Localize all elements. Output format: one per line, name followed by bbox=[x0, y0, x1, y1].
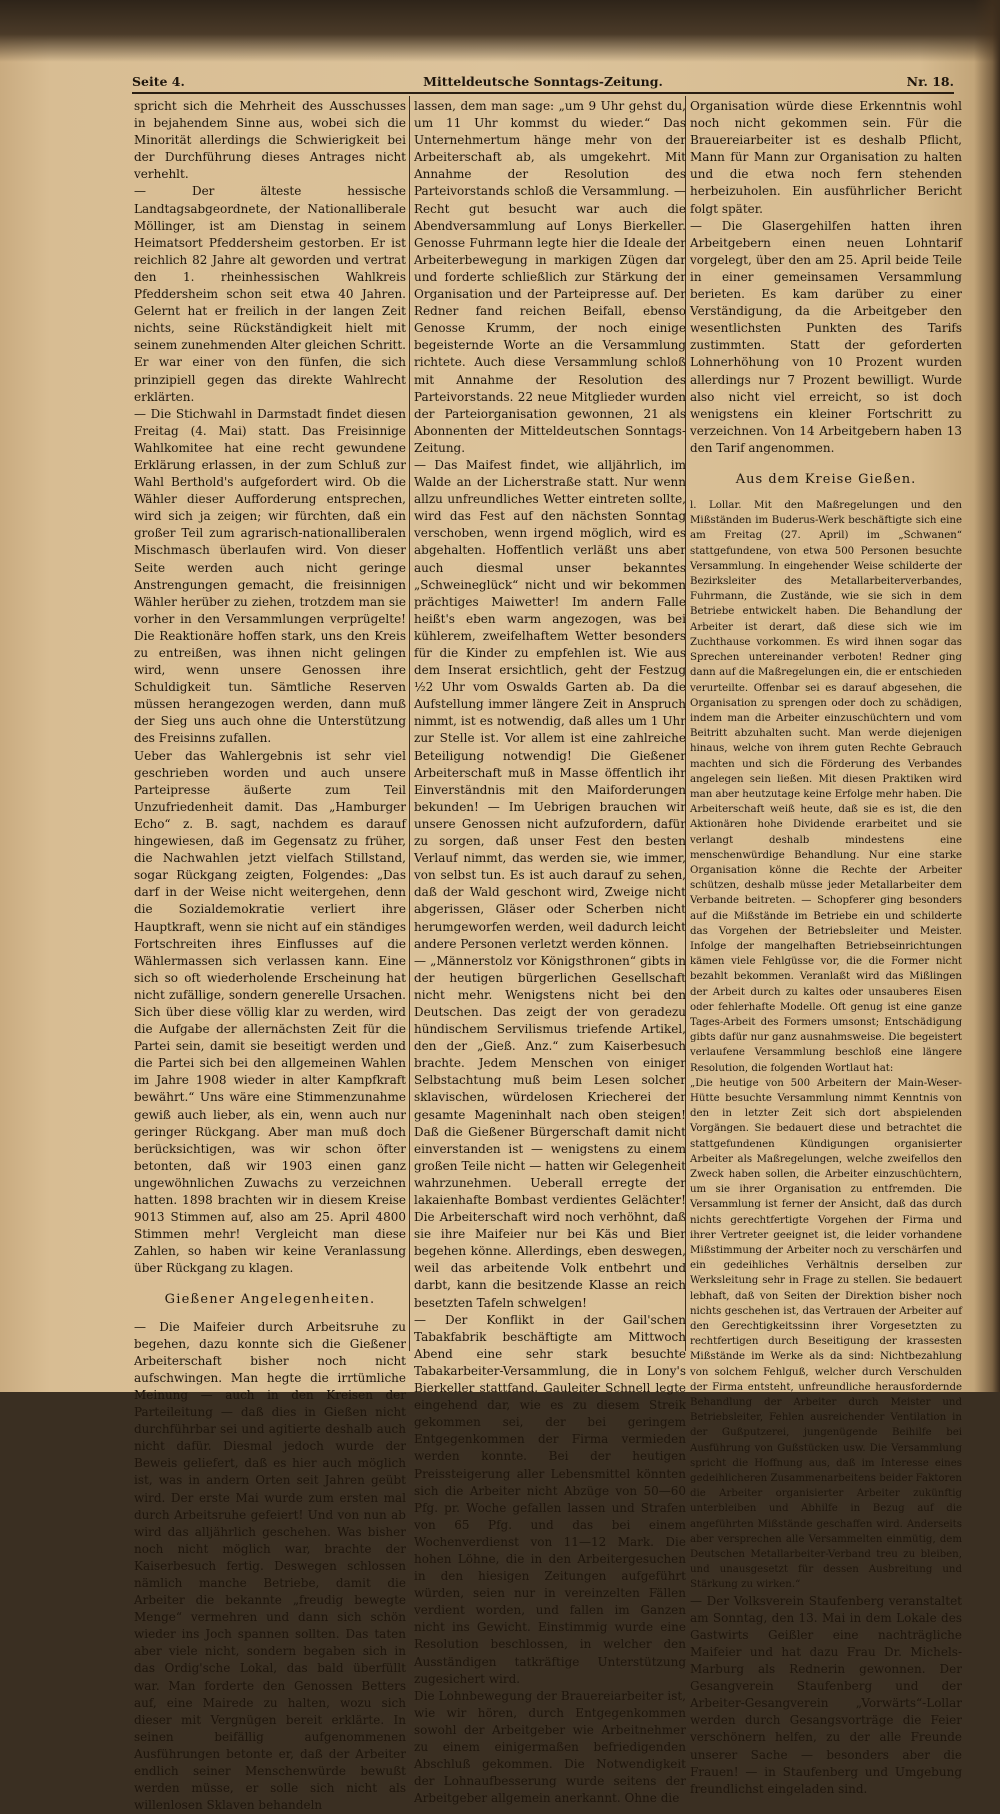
newspaper-name: Mitteldeutsche Sonntags-Zeitung. bbox=[423, 74, 663, 89]
article-text: Die Lohnbewegung der Brauereiarbeiter ist, wie wir hören, durch Entgegenkommen sowohl der Arbeitgeber wie Arbeitnehmer zu einem einigermaßen befriedigenden Abschluß gekommen. Die Notwendigkeit der Lohnaufbesserung wurde seitens der Arbeitgeber allgemein anerkannt. Ohne die bbox=[414, 1688, 686, 1806]
article-text: — Der älteste hessische Landtagsabgeordnete, der Nationalliberale Möllinger, ist am Dienstag in seinem Heimatsort Pfeddersheim gestorben. Er ist reichlich 82 Jahre alt geworden und vertrat den 1. rheinhessischen Wahlkreis Pfeddersheim schon seit etwa 40 Jahren. Gelernt hat er freilich in der langen Zeit nichts, seine Rückständigkeit hielt mit seinem zunehmenden Alter gleichen Schritt. Er war einer von den fünfen, die sich prinzipiell gegen das direkte Wahlrecht erklärten. bbox=[134, 184, 406, 404]
resolution-text: „Die heutige von 500 Arbeitern der Main-Weser-Hütte besuchte Versammlung nimmt Kenntnis von den in letzter Zeit sich dort abspielenden Vorgängen. Sie bedauert diese und betrachtet die stattgefundenen Kündigungen organisierter Arbeiter als Maßregelungen, welche zweifellos den Zweck haben sollen, die Arbeiter einzuschüchtern, um sie ihrer Organisation zu entfremden. Die Versammlung ist ferner der Ansicht, daß das durch nichts gerechtfertigte Vorgehen der Firma und ihrer Vertreter geeignet ist, die leider vorhandene Mißstimmung der Arbeiter noch zu verschärfen und ein gedeihliches Verhältnis derselben zur Werksleitung sehr in Frage zu stellen. Sie bedauert lebhaft, daß von Seiten der Direktion bisher noch nichts geschehen ist, das Vertrauen der Arbeiter auf den Gerechtigkeitssinn ihrer Vorgesetzten zu rechtfertigen durch Beseitigung der krassesten Mißstände im Werke als da sind: Nichtbezahlung von solchem Fehlguß, welcher durch Verschulden der Firma entsteht, unfreundliche herausfordernde Behandlung der Arbeiter durch Meister und Betriebsleiter, Fehlen ausreichender Ventilation in der Gußputzerei, jungenügende Beihilfe bei Ausführung von Gußstücken usw. Die Versammlung spricht die Hoffnung aus, daß im Interesse eines gedeihlicheren Zusammenarbeitens beider Faktoren die Arbeiter organisierter Arbeiter zukünftig unterbleiben und Abhilfe in Bezug auf die angeführten Mißstände geschaffen wird. Anderseits aber versprechen alle Versammelten einmütig, dem Deutschen Metallarbeiter-Verband treu zu bleiben, und unausgesetzt für dessen Ausbreitung und Stärkung zu wirken.“ bbox=[690, 1077, 962, 1591]
column-3 bbox=[690, 98, 962, 1796]
column-divider bbox=[409, 96, 410, 1351]
article-text: — Die Stichwahl in Darmstadt findet diesen Freitag (4. Mai) statt. Das Freisinnige Wahlkomitee hat eine recht gewundene Erklärung erlassen, in der zum Schluß zur Wahl Berthold's aufgefordert wird. Ob die Wähler dieser Aufforderung entsprechen, wird sich ja zeigen; wir fürchten, daß ein großer Teil zum agrarisch-nationalliberalen Mischmasch überlaufen wird. Von dieser Seite werden auch nicht geringe Anstrengungen gemacht, die freisinnigen Wähler herüber zu ziehen, trotzdem man sie vorher in den Versammlungen verprügelte! Die Reaktionäre hoffen stark, uns den Kreis zu entreißen, was ihnen nicht gelingen wird, wenn unsere Genossen ihre Schuldigkeit tun. Sämtliche Reserven müssen herangezogen werden, dann muß der Sieg uns auch ohne die Unterstützung des Freisinns zufallen. bbox=[134, 406, 406, 746]
article-text: spricht sich die Mehrheit des Ausschusses in bejahendem Sinne aus, wobei sich die Minorität allerdings die Schwierigkeit bei der Durchführung dieses Antrages nicht verhehlt. bbox=[134, 99, 406, 182]
article-text: lassen, dem man sage: „um 9 Uhr gehst du, um 11 Uhr kommst du wieder.“ Das Unternehmertum hänge mehr von der Arbeiterschaft ab, als umgekehrt. Mit Annahme der Resolution des Parteivorstands schloß die Versammlung. — Recht gut besucht war auch die Abendversammlung auf Lonys Bierkeller. Genosse Fuhrmann legte hier die Ideale der Arbeiterbewegung in markigen Zügen dar und forderte schließlich zur Stärkung der Organisation und der Parteipresse auf. Der Redner fand reichen Beifall, ebenso Genosse Krumm, der noch einige begeisternde Worte an die Versammlung richtete. Auch diese Versammlung schloß mit Annahme der Resolution des Parteivorstands. 22 neue Mitglieder wurden der Parteiorganisation gewonnen, 21 als Abonnenten der Mitteldeutschen Sonntags-Zeitung. bbox=[414, 99, 686, 455]
column-1 bbox=[134, 98, 406, 1813]
page-header bbox=[132, 74, 954, 92]
page-binding-edge bbox=[974, 0, 1000, 1392]
article-text: — Der Konflikt in der Gail'schen Tabakfabrik beschäftigte am Mittwoch Abend eine sehr stark besuchte Tabakarbeiter-Versammlung, die in Lony's Bierkeller stattfand. Gauleiter Schnell legte eingehend dar, wie es zu diesem Streik gekommen sei, der bei geringem Entgegenkommen der Firma vermieden werden konnte. Bei der heutigen Preissteigerung aller Lebensmittel könnten sich die Arbeiter nicht Abzüge von 50—60 Pfg. pr. Woche gefallen lassen und Strafen von 65 Pfg. und das bei einem Wochenverdienst von 11—12 Mark. Die hohen Löhne, die in den Arbeitergesuchen in den hiesigen Zeitungen aufgeführt würden, seien nur in vereinzelten Fällen verdient worden, und fallen im Ganzen nicht ins Gewicht. Einstimmig wurde eine Resolution beschlossen, in welcher den Ausständigen tatkräftige Unterstützung zugesichert wird. bbox=[414, 1312, 686, 1686]
article-text: — Die Glasergehilfen hatten ihren Arbeitgebern einen neuen Lohntarif vorgelegt, über den am 25. April beide Teile in einer gemeinsamen Versammlung berieten. Es kam darüber zu einer Verständigung, da die Arbeitgeber den wesentlichsten Punkten des Tarifs zustimmten. Statt der geforderten Lohnerhöhung von 10 Prozent wurden allerdings nur 7 Prozent bewilligt. Wurde also nicht viel erreicht, so ist doch wenigstens ein kleiner Fortschritt zu verzeichnen. Von 14 Arbeitgebern haben 13 den Tarif angenommen. bbox=[690, 218, 962, 455]
article-text: l. Lollar. Mit den Maßregelungen und den Mißständen im Buderus-Werk beschäftigte sich eine am Freitag (27. April) im „Schwanen“ stattgefundene, von etwa 500 Personen besuchte Versammlung. In eingehender Weise schilderte der Bezirksleiter des Metallarbeiterverbandes, Fuhrmann, die Zustände, wie sie sich in dem Betriebe entwickelt haben. Die Behandlung der Arbeiter ist derart, daß diese sich wie im Zuchthause vorkommen. Es wird ihnen sogar das Sprechen untereinander verboten! Redner ging dann auf die Maßregelungen ein, die er entschieden verurteilte. Offenbar sei es darauf abgesehen, die Organisation zu sprengen oder doch zu schädigen, indem man die Arbeiter einzuschüchtern und vom Beitritt abzuhalten sucht. Man werde diejenigen hinaus, welche von ihrem guten Rechte Gebrauch machten und sich die Förderung des Verbandes angelegen sein ließen. Mit diesen Praktiken wird man aber heutzutage keine Erfolge mehr haben. Die Arbeiterschaft weiß heute, daß sie es ist, die den Aktionären hohe Dividende erarbeitet und sie verlangt deshalb mindestens eine menschenwürdige Behandlung. Nur eine starke Organisation könne die Rechte der Arbeiter schützen, deshalb müsse jeder Metallarbeiter dem Verbande beitreten. — Schopferer ging besonders auf die Mißstände im Betriebe ein und schilderte das Vorgehen der Betriebsleiter und Meister. Infolge der mangelhaften Betriebseinrichtungen kämen viele Fehlgüsse vor, die die Former nicht bezahlt bekommen. Veranlaßt wird das Mißlingen der Arbeit durch zu kaltes oder unsauberes Eisen oder fehlerhafte Modelle. Oft genug ist eine ganze Tages-Arbeit des Formers umsonst; Entschädigung gibts dafür nur ganz ausnahmsweise. Die begeistert verlaufene Versammlung beschloß eine längere Resolution, die folgenden Wortlaut hat: bbox=[690, 500, 962, 1074]
article-text: — Die Maifeier durch Arbeitsruhe zu begehen, dazu konnte sich die Gießener Arbeiterschaft bisher noch nicht aufschwingen. Man hegte die irrtümliche Meinung — auch in den Kreisen der Parteileitung — daß dies in Gießen nicht durchführbar sei und agitierte deshalb auch nicht dafür. Diesmal jedoch wurde der Beweis geliefert, daß es hier auch möglich ist, was in andern Orten seit Jahren geübt wird. Der erste Mai wurde zum ersten mal durch Arbeitsruhe gefeiert! Und von nun ab wird das alljährlich geschehen. Was bisher noch nicht möglich war, brachte der Kaiserbesuch fertig. Deswegen schlossen nämlich manche Betriebe, damit die Arbeiter die bekannte „freudig bewegte Menge“ vermehren und dann sich schön wieder ins Joch spannen sollten. Das taten aber viele nicht, sondern begaben sich in das Ordig'sche Lokal, das bald überfüllt war. Man forderte den Genossen Betters auf, eine Mairede zu halten, wozu sich dieser mit Vergnügen bereit erklärte. In seinen beifällig aufgenommenen Ausführungen betonte er, daß der Arbeiter endlich seiner Menschenwürde bewußt werden müsse, er solle sich nicht als willenlosen Sklaven behandeln bbox=[134, 1319, 406, 1813]
page-number: Seite 4. bbox=[132, 74, 185, 89]
article-text: Organisation würde diese Erkenntnis wohl noch nicht gekommen sein. Für die Brauereiarbeiter ist es deshalb Pflicht, Mann für Mann zur Organisation zu halten und die etwa noch fern stehenden herbeizuholen. Ein ausführlicher Bericht folgt später. bbox=[690, 99, 962, 216]
article-text: Ueber das Wahlergebnis ist sehr viel geschrieben worden und auch unsere Parteipresse äußerte zum Teil Unzufriedenheit damit. Das „Hamburger Echo“ z. B. sagt, nachdem es darauf hingewiesen, daß im Gegensatz zu früher, die Nachwahlen jetzt vielfach Stillstand, sogar Rückgang zeigten, Folgendes: „Das darf in der Weise nicht weitergehen, denn die Sozialdemokratie verliert ihre Hauptkraft, wenn sie nicht auf ein ständiges Fortschreiten ihres Einflusses auf die Wählermassen sich verlassen kann. Eine sich so oft wiederholende Erscheinung hat nicht zufällige, sondern generelle Ursachen. Sich über diese völlig klar zu werden, wird die Aufgabe der allernächsten Zeit für die Partei sein, damit sie beseitigt werden und die Partei sich bei den allgemeinen Wahlen im Jahre 1908 wieder in alter Kampfkraft bewährt.“ Uns wäre eine Stimmenzunahme gewiß auch lieber, als ein, wenn auch nur geringer Rückgang. Aber man muß doch berücksichtigen, was wir schon öfter betonten, daß wir 1903 einen ganz ungewöhnlichen Zuwachs zu verzeichnen hatten. 1898 brachten wir in diesem Kreise 9013 Stimmen auf, also am 25. April 4800 Stimmen mehr! Vergleicht man diese Zahlen, so haben wir keine Veranlassung über Rückgang zu klagen. bbox=[134, 748, 406, 1276]
page-top-shadow bbox=[0, 0, 1000, 62]
article-text: — „Männerstolz vor Königsthronen“ gibts in der heutigen bürgerlichen Gesellschaft nicht mehr. Wenigstens nicht bei den Deutschen. Das zeigt der von geradezu hündischem Servilismus triefende Artikel, den der „Gieß. Anz.“ zum Kaiserbesuch brachte. Jedem Menschen von einiger Selbstachtung muß beim Lesen solcher sklavischen, würdelosen Kriecherei der gesamte Mageninhalt nach oben steigen! Daß die Gießener Bürgerschaft damit nicht einverstanden ist — wenigstens zu einem großen Teile nicht — hatten wir Gelegenheit wahrzunehmen. Ueberall erregte der lakaienhafte Bombast verdientes Gelächter! Die Arbeiterschaft wird noch verhöhnt, daß sie ihre Maifeier nur bei Käs und Bier begehen könne. Allerdings, eben deswegen, weil das arbeitende Volk entbehrt und darbt, kann die besitzende Klasse an reich besetzten Tafeln schwelgen! bbox=[414, 953, 686, 1310]
header-rule bbox=[132, 92, 954, 94]
column-2 bbox=[414, 98, 686, 1806]
section-heading: Aus dem Kreise Gießen. bbox=[735, 471, 917, 487]
article-text: — Der Volksverein Staufenberg veranstaltet am Sonntag, den 13. Mai in dem Lokale des Gastwirts Geißler eine nachträgliche Maifeier und hat dazu Frau Dr. Michels-Marburg als Rednerin gewonnen. Der Gesangverein Staufenberg und der Arbeiter-Gesangverein „Vorwärts“-Lollar werden durch Gesangsvorträge die Feier verschönern helfen, zu der alle Freunde unserer Sache — besonders aber die Frauen! — in Staufenberg und Umgebung freundlichst eingeladen sind. bbox=[690, 1593, 962, 1796]
issue-number: Nr. 18. bbox=[906, 74, 954, 89]
section-heading: Gießener Angelegenheiten. bbox=[164, 1292, 376, 1308]
article-text: — Das Maifest findet, wie alljährlich, im Walde an der Licherstraße statt. Nur wenn allzu unfreundliches Wetter eintreten sollte, wird das Fest auf den nächsten Sonntag verschoben, wenn irgend möglich, wird es abgehalten. Hoffentlich verläßt uns aber auch diesmal unser bekanntes „Schweineglück“ nicht und wir bekommen prächtiges Maiwetter! Im andern Falle heißt's eben warm angezogen, was bei kühlerem, zweifelhaftem Wetter besonders für die Kinder zu empfehlen ist. Wie aus dem Inserat ersichtlich, geht der Festzug ½2 Uhr vom Oswalds Garten ab. Da die Aufstellung immer längere Zeit in Anspruch nimmt, ist es notwendig, daß alles um 1 Uhr zur Stelle ist. Vor allem ist eine zahlreiche Beteiligung notwendig! Die Gießener Arbeiterschaft muß in Masse öffentlich ihr Einverständnis mit den Maiforderungen bekunden! — Im Uebrigen brauchen wir unsere Genossen nicht aufzufordern, dafür zu sorgen, daß unser Fest den besten Verlauf nimmt, das werden sie, wie immer, von selbst tun. Es ist auch darauf zu sehen, daß der Wald geschont wird, Zweige nicht abgerissen, Gläser oder Scherben nicht herumgeworfen werden, weil dadurch leicht andere Personen verletzt werden können. bbox=[414, 457, 686, 951]
